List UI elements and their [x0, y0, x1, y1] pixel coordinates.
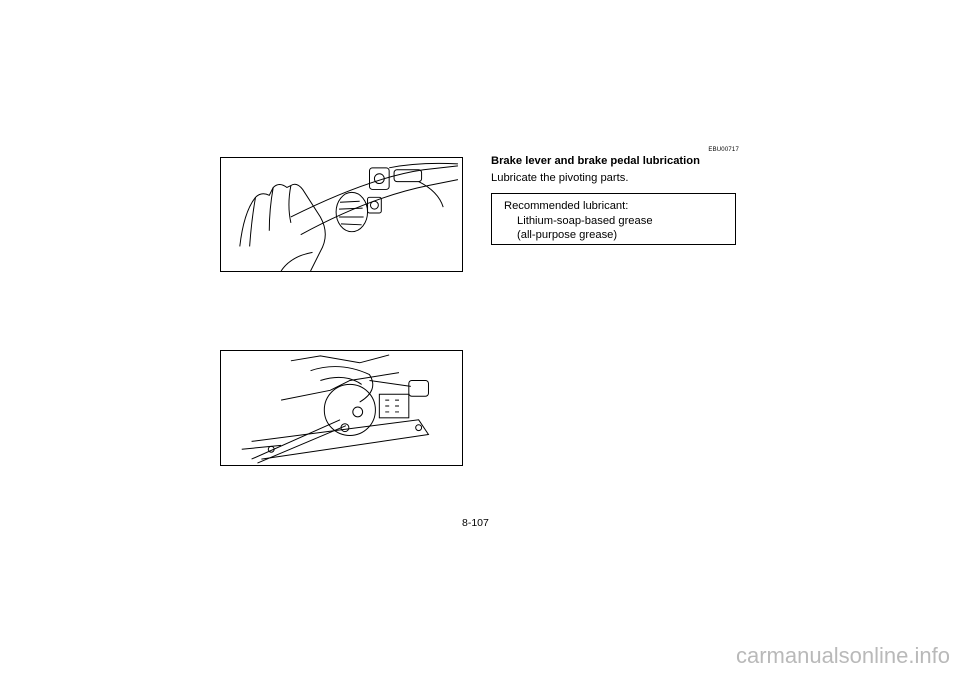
watermark: carmanualsonline.info [735, 643, 950, 668]
section-heading: Brake lever and brake pedal lubrication [491, 155, 700, 167]
brake-pedal-drawing [221, 351, 462, 465]
page-number: 8-107 [462, 517, 489, 529]
lubricant-spec-box [491, 193, 736, 245]
brake-pedal-illustration [220, 350, 463, 466]
brake-lever-drawing [221, 158, 462, 271]
instruction-text: Lubricate the pivoting parts. [491, 172, 629, 184]
spec-line-grease: Lithium-soap-based grease [517, 215, 653, 227]
brake-lever-illustration [220, 157, 463, 272]
spec-line-grease-type: (all-purpose grease) [517, 229, 618, 241]
document-code: EBU00717 [708, 147, 739, 153]
spec-label: Recommended lubricant: [504, 200, 629, 212]
